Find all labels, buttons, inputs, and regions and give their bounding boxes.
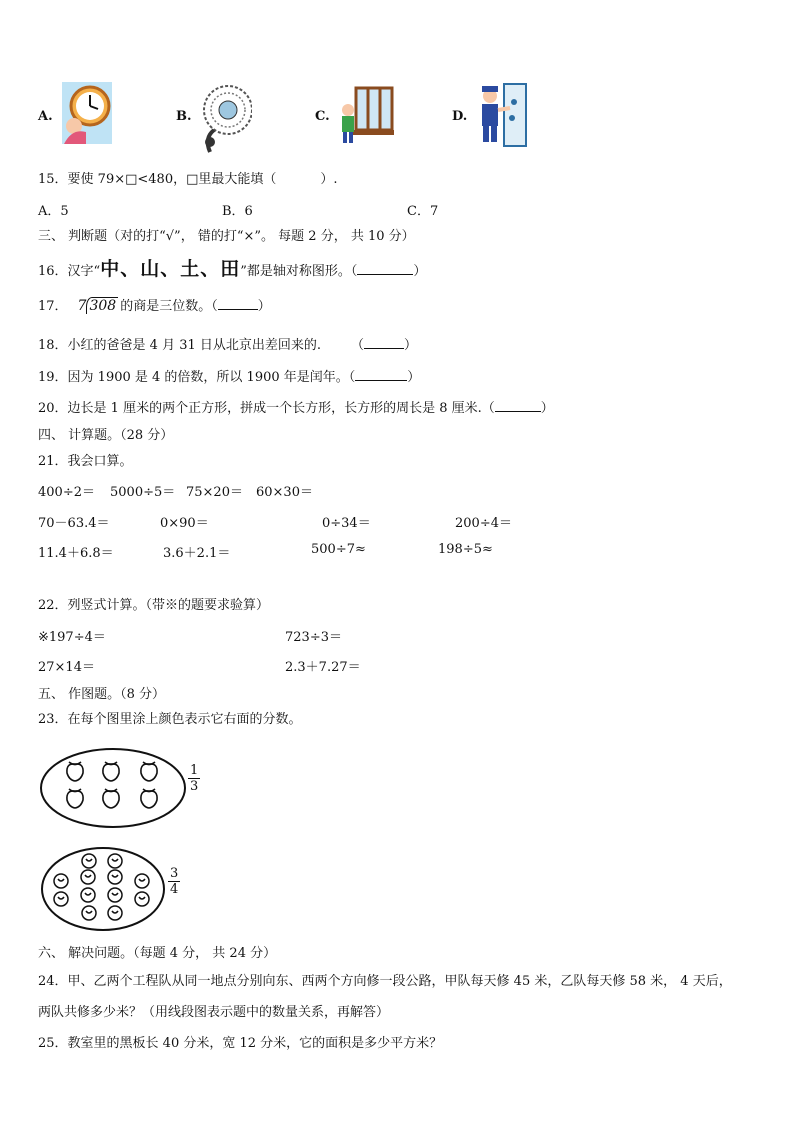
- q21-expr: 198÷5≈: [438, 542, 493, 557]
- q15-close: ）.: [320, 172, 338, 187]
- q17-blank[interactable]: [218, 309, 258, 310]
- q21-expr: 75×20＝: [186, 485, 243, 500]
- q15-option-c[interactable]: C．7: [407, 204, 439, 219]
- q22-item: 27×14＝: [38, 660, 95, 675]
- question-17: [38, 295, 271, 314]
- q18-end: ）: [404, 338, 418, 353]
- q21-expr: 11.4＋6.8＝: [38, 546, 114, 561]
- q22-item: 723÷3＝: [285, 630, 342, 645]
- q18-blank[interactable]: [364, 348, 404, 349]
- apple-oval-figure: [40, 845, 166, 933]
- q19-text: 19．因为 1900 是 4 的倍数，所以 1900 年是闰年。（: [38, 370, 356, 385]
- option-d-letter: D.: [452, 109, 468, 124]
- q24-line1: 24．甲、乙两个工程队从同一地点分别向东、西两个方向修一段公路，甲队每天修 45 米，乙队每天修 58 米， 4 天后，: [38, 974, 732, 989]
- q18-text: 18．小红的爸爸是 4 月 31 日从北京出差回来的.: [38, 338, 322, 353]
- option-a-letter: A.: [38, 109, 53, 124]
- question-20: [38, 397, 554, 416]
- door-icon: [476, 82, 530, 148]
- question-15: [38, 168, 338, 187]
- q17-suffix: 的商是三位数。（: [120, 299, 218, 314]
- window-icon: [338, 86, 394, 144]
- peach-oval-figure: [38, 746, 188, 830]
- q19-blank[interactable]: [355, 380, 407, 381]
- q16-suffix: ”都是轴对称图形。（: [240, 264, 358, 279]
- section-3-heading: 三、 判断题（对的打“√”， 错的打“×”。 每题 2 分， 共 10 分）: [38, 229, 415, 244]
- q16-blank[interactable]: [357, 274, 413, 275]
- q15-text: 15．要使 79×□<480，□里最大能填（: [38, 172, 277, 187]
- q21-expr: 500÷7≈: [311, 542, 366, 557]
- q21-expr: 3.6＋2.1＝: [163, 546, 231, 561]
- q16-characters: 中、山、土、田: [100, 258, 241, 280]
- q22-item: 2.3＋7.27＝: [285, 660, 361, 675]
- q17-divisor: 7: [77, 298, 87, 314]
- section-6-heading: 六、 解决问题。（每题 4 分， 共 24 分）: [38, 946, 277, 961]
- long-division: [68, 298, 119, 314]
- q19-end: ）: [407, 370, 421, 385]
- question-18: [38, 334, 417, 353]
- q21-expr: 0×90＝: [160, 516, 209, 531]
- question-19: [38, 366, 420, 385]
- fan-icon: [196, 78, 252, 154]
- q18-open: （: [351, 338, 365, 353]
- q21-expr: 400÷2＝: [38, 485, 95, 500]
- q17-prefix: 17．: [38, 299, 68, 314]
- q15-option-b[interactable]: B．6: [222, 204, 253, 219]
- q15-option-a[interactable]: A．5: [38, 204, 69, 219]
- clock-icon: [62, 82, 112, 144]
- fraction-three-quarters: $\frac{3}{4}$: [170, 866, 179, 897]
- q21-expr: 0÷34＝: [322, 516, 371, 531]
- question-25: 25．教室里的黑板长 40 分米，宽 12 分米，它的面积是多少平方米？: [38, 1036, 443, 1051]
- option-b-letter: B.: [176, 109, 192, 124]
- q16-end: ）: [413, 264, 427, 279]
- q22-title: 22．列竖式计算。（带※的题要求验算）: [38, 598, 270, 613]
- q21-expr: 200÷4＝: [455, 516, 512, 531]
- q20-blank[interactable]: [495, 411, 541, 412]
- q21-expr: 5000÷5＝: [110, 485, 176, 500]
- section-5-heading: 五、 作图题。（8 分）: [38, 687, 166, 702]
- q21-expr: 70－63.4＝: [38, 516, 110, 531]
- q17-end: ）: [257, 299, 271, 314]
- option-c-letter: C.: [315, 109, 330, 124]
- q16-prefix: 16．汉字“: [38, 264, 101, 279]
- section-4-heading: 四、 计算题。（28 分）: [38, 428, 174, 443]
- fraction-one-third: $\frac{1}{3}$: [190, 763, 199, 794]
- q20-text: 20．边长是 1 厘米的两个正方形，拼成一个长方形，长方形的周长是 8 厘米.（: [38, 401, 495, 416]
- q23-title: 23．在每个图里涂上颜色表示它右面的分数。: [38, 712, 302, 727]
- q24-line2: 两队共修多少米？（用线段图表示题中的数量关系，再解答）: [38, 1005, 390, 1020]
- q22-item: ※197÷4＝: [38, 630, 106, 645]
- q20-end: ）: [540, 401, 554, 416]
- q21-expr: 60×30＝: [256, 485, 313, 500]
- question-16: [38, 254, 426, 281]
- q17-dividend: 308: [86, 297, 118, 314]
- q21-title: 21．我会口算。: [38, 454, 133, 469]
